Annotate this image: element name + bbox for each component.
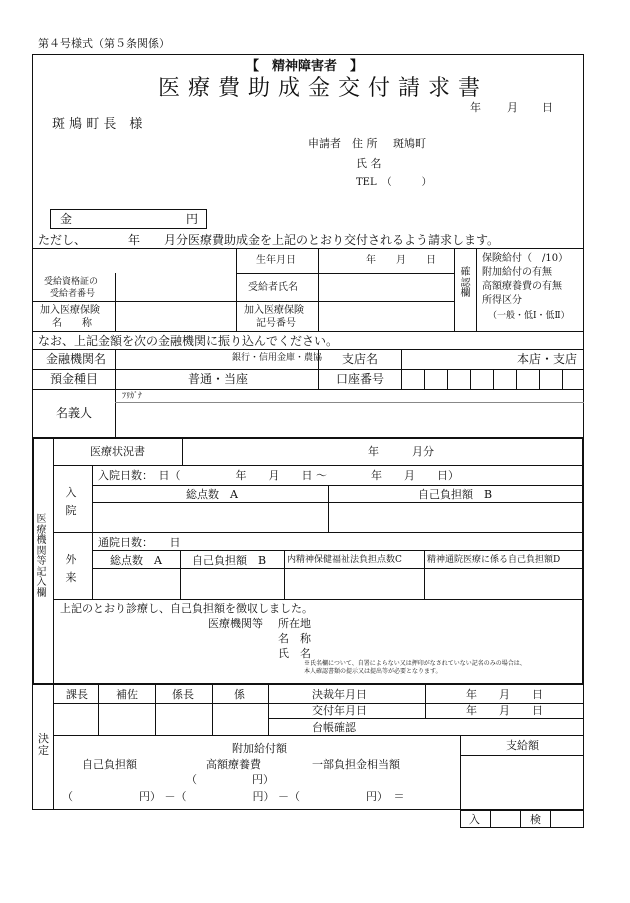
inpatient-label: 入院 [65, 486, 77, 517]
birth-ymd: 年 月 日 [366, 255, 436, 266]
confirm-item-1: 保険給付（ /10） [482, 253, 569, 264]
payment-label: 支給額 [506, 739, 539, 752]
date-day: 日 [542, 101, 553, 114]
applicant-address-value[interactable]: 斑鳩町 [393, 137, 426, 150]
recipient-name-label: 受給者氏名 [248, 282, 298, 293]
form-number: 第４号様式（第５条関係） [38, 37, 170, 50]
outpatient-days: 通院日数： 日 [98, 536, 181, 549]
high-cost-label: 高額療養費 [206, 758, 261, 771]
facility-address-label: 所在地 [278, 617, 311, 630]
cert-label-2: 受給者番号 [50, 289, 96, 299]
applicant-address-label: 住 所 [352, 137, 378, 150]
furigana-label: ﾌﾘｶﾞﾅ [122, 391, 142, 400]
insurance-label-2: 名 称 [52, 318, 92, 329]
category-label: 【 精神障害者 】 [246, 59, 364, 74]
issue-date-ymd: 年 月 日 [466, 704, 543, 717]
decision-date-label: 決裁年月日 [312, 688, 367, 701]
cert-label-1: 受給資格証の [44, 277, 99, 287]
role-staff: 係 [234, 688, 245, 701]
branch-label: 支店名 [342, 352, 379, 366]
applicant-tel-label: TEL （ ） [356, 177, 432, 188]
additional-yen[interactable]: （ 円） [186, 773, 274, 786]
certify-text: 上記のとおり診療し、自己負担額を徴収しました。 [60, 602, 313, 615]
insurance-no-label-2: 記号番号 [256, 318, 296, 329]
confirm-item-4: 所得区分 [482, 295, 522, 306]
status-label: 医療状況書 [90, 445, 145, 458]
date-year: 年 [470, 101, 481, 114]
insurance-no-label-1: 加入医療保険 [244, 305, 304, 316]
institution-label: 金融機関名 [46, 352, 107, 366]
out-psych-self-pay: 精神通院医療に係る自己負担額D [427, 555, 561, 565]
amount-unit: 円 [186, 212, 199, 226]
amount-box[interactable] [50, 209, 207, 229]
facility-name-label: 名 称 [278, 632, 311, 645]
addressee: 斑 鳩 町 長 様 [52, 117, 143, 132]
birth-label: 生年月日 [256, 255, 296, 266]
signature-note-1: ※氏名欄について、自署によらない又は押印がなされていない記名のみの場合は、 [304, 660, 526, 667]
insurance-label-1: 加入医療保険 [40, 305, 100, 316]
additional-benefit-label: 附加給付額 [232, 742, 287, 755]
outpatient-label: 外来 [65, 553, 77, 584]
ledger-check-label: 台帳確認 [312, 721, 356, 734]
medical-side-label: 医療機関等記入欄 [36, 514, 47, 599]
form-title: 医療費助成金交付請求書 [158, 76, 489, 101]
partial-burden-label: 一部負担金相当額 [312, 758, 400, 771]
issue-date-label: 交付年月日 [312, 704, 367, 717]
out-welfare-points: 内精神保健福祉法負担点数C [287, 555, 402, 565]
role-chief: 課長 [66, 688, 88, 701]
entry-label: 入 [469, 813, 480, 826]
account-number-label: 口座番号 [336, 372, 385, 386]
inspect-label: 検 [530, 813, 541, 826]
decision-date-ymd: 年 月 日 [466, 688, 543, 701]
account-type-options[interactable]: 普通・当座 [188, 372, 249, 386]
institution-types: 銀行・信用金庫・農協 [232, 353, 323, 363]
applicant-label: 申請者 [308, 137, 341, 150]
payment-formula[interactable]: （ 円） －（ 円） －（ 円） ＝ [62, 790, 405, 803]
date-month: 月 [507, 101, 518, 114]
role-section-head: 係長 [172, 688, 194, 701]
role-assistant: 補佐 [116, 688, 138, 701]
facility-label: 医療機関等 [208, 617, 263, 630]
confirm-label: 確認欄 [460, 267, 471, 299]
inpatient-total-points: 総点数 A [186, 488, 238, 501]
out-self-pay: 自己負担額 B [192, 554, 267, 567]
inpatient-self-pay: 自己負担額 B [418, 488, 493, 501]
request-text: ただし、 年 月分医療費助成金を上記のとおり交付されるよう請求します。 [38, 233, 500, 247]
inpatient-days: 入院日数： 日（ 年 月 日 ～ 年 月 日） [98, 469, 459, 482]
confirm-item-2: 附加給付の有無 [482, 267, 552, 278]
out-total-points: 総点数 A [110, 554, 162, 567]
confirm-item-3: 高額療養費の有無 [482, 281, 562, 292]
bank-intro: なお、上記金額を次の金融機関に振り込んでください。 [38, 334, 339, 348]
applicant-name-label: 氏 名 [356, 157, 382, 170]
account-type-label: 預金種目 [50, 372, 99, 386]
amount-label: 金 [60, 212, 73, 226]
holder-label: 名義人 [56, 406, 93, 420]
status-ym: 年 月分 [368, 445, 434, 458]
branch-types: 本店・支店 [517, 352, 578, 366]
confirm-item-5: （一般・低Ⅰ・低Ⅱ） [488, 311, 570, 321]
signature-note-2: 本人確認書類の提示又は提出等が必要となります。 [304, 668, 442, 675]
facility-person-label: 氏 名 [278, 647, 311, 660]
decision-side-label: 決定 [38, 732, 49, 757]
self-pay-label: 自己負担額 [82, 758, 137, 771]
